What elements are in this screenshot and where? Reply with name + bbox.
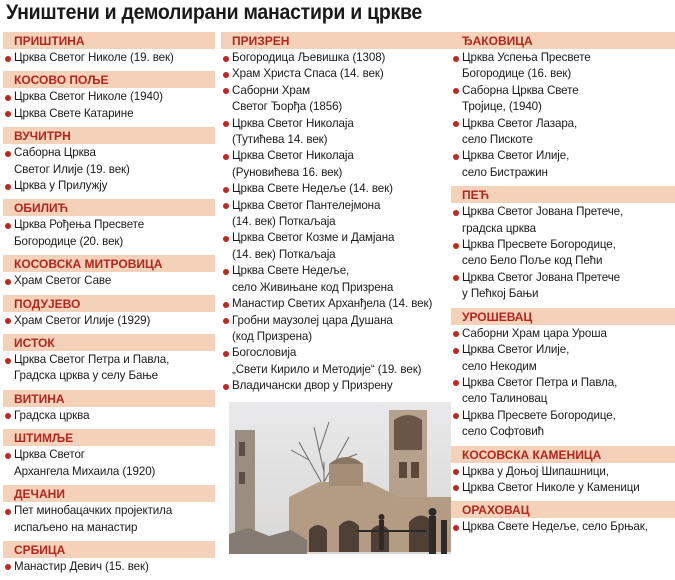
list-item: Богословија xyxy=(221,345,455,361)
section-heading: ПРИЗРЕН xyxy=(221,32,455,49)
site-list xyxy=(3,217,215,250)
site-list xyxy=(3,145,215,194)
list-item: Саборни Храм xyxy=(221,83,455,99)
site-list xyxy=(3,313,215,329)
list-item: Црква Светог Петра и Павла, xyxy=(451,375,675,391)
section-heading: ОРАХОВАЦ xyxy=(451,501,675,518)
list-item: Богородица Љевишка (1308) xyxy=(221,50,455,66)
section-heading: ВУЧИТРН xyxy=(3,127,215,144)
list-item: Градска црква xyxy=(3,408,215,424)
section-heading: ДЕЧАНИ xyxy=(3,485,215,502)
list-item: Гробни маузолеј цара Душана xyxy=(221,313,455,329)
list-item: Црква Свете Недеље, xyxy=(221,263,455,279)
list-item: Црква Пресвете Богородице, xyxy=(451,408,675,424)
list-item: Манастир Светих Арханђела (14. век) xyxy=(221,296,455,312)
column-3 xyxy=(451,32,675,541)
section-heading: ШТИМЉЕ xyxy=(3,429,215,446)
list-item: Црква Светог Илије, xyxy=(451,148,675,164)
list-item: Црква Свете Недеље (14. век) xyxy=(221,181,455,197)
list-item: Пет минобацачких пројектила xyxy=(3,503,215,519)
list-item-continuation: Тројице, (1940) xyxy=(462,100,542,114)
damaged-church-photo xyxy=(229,402,451,554)
site-list xyxy=(3,503,215,536)
column-2 xyxy=(221,32,455,400)
list-item-continuation: Богородице (16. век) xyxy=(462,67,572,81)
list-item: Црква Светог Николаја xyxy=(221,116,455,132)
column-1 xyxy=(3,32,215,580)
list-item: Црква Светог xyxy=(3,447,215,463)
section-heading: УРОШЕВАЦ xyxy=(451,308,675,325)
list-item-continuation: село Бистражин xyxy=(462,165,548,179)
list-item: Црква Светог Јована Претече xyxy=(451,270,675,286)
list-item: Црква Светог Николе (19. век) xyxy=(3,50,215,66)
section-heading: ЂАКОВИЦА xyxy=(451,32,675,49)
list-item-continuation: (14. век) Поткаљаја xyxy=(232,215,336,229)
list-item: Црква Свете Катарине xyxy=(3,106,215,122)
list-item-continuation: Градска црква у селу Бање xyxy=(14,369,159,383)
list-item-continuation: Светог Ђорђа (1856) xyxy=(232,100,343,114)
site-list xyxy=(451,204,675,302)
list-item-continuation: (14. век) Поткаљаја xyxy=(232,247,336,261)
list-item: Саборни Храм цара Уроша xyxy=(451,326,675,342)
site-list xyxy=(3,89,215,122)
list-item-continuation: „Свети Кирило и Методије“ (19. век) xyxy=(232,362,422,376)
list-item-continuation: село Пискоте xyxy=(462,133,533,147)
list-item: Храм Светог Илије (1929) xyxy=(3,313,215,329)
section-heading: СРБИЦА xyxy=(3,541,215,558)
list-item-continuation: Архангела Михаила (1920) xyxy=(14,464,156,478)
site-list xyxy=(451,464,675,497)
list-item: Црква Светог Илије, xyxy=(451,342,675,358)
site-list xyxy=(3,447,215,480)
list-item: Црква Успења Пресвете xyxy=(451,50,675,66)
list-item: Црква Пресвете Богородице, xyxy=(451,237,675,253)
list-item: Саборна Црква xyxy=(3,145,215,161)
list-item-continuation: у Пећкој Бањи xyxy=(462,287,539,301)
page-title: Уништени и демолирани манастири и цркве xyxy=(6,1,423,24)
list-item-continuation: (Руновићева 16. век) xyxy=(232,165,343,179)
section-heading: КОСОВСКА МИТРОВИЦА xyxy=(3,255,215,272)
site-list xyxy=(451,519,675,535)
list-item: Црква Светог Пантелејмона xyxy=(221,198,455,214)
section-heading: ОБИЛИЋ xyxy=(3,199,215,216)
site-list xyxy=(3,50,215,66)
list-item-continuation: испаљено на манастир xyxy=(14,520,138,534)
list-item: Црква у Прилужју xyxy=(3,178,215,194)
list-item-continuation: Богородице (20. век) xyxy=(14,234,124,248)
list-item: Црква Светог Козме и Дамјана xyxy=(221,230,455,246)
list-item: Црква у Доњој Шипашници, xyxy=(451,464,675,480)
list-item: Црква Светог Николе у Каменици xyxy=(451,480,675,496)
list-item-continuation: село Некодим xyxy=(462,359,537,373)
section-heading: ПЕЋ xyxy=(451,186,675,203)
list-item-continuation: село Софтовић xyxy=(462,425,544,439)
list-item: Црква Светог Лазара, xyxy=(451,116,675,132)
list-item: Храм Светог Саве xyxy=(3,273,215,289)
list-item: Црква Свете Недеље, село Брњак, xyxy=(451,519,675,535)
list-item-continuation: градска црква xyxy=(462,221,537,235)
section-heading: ПОДУЈЕВО xyxy=(3,295,215,312)
list-item-continuation: (Тутићева 14. век) xyxy=(232,133,328,147)
site-list xyxy=(3,408,215,424)
list-item-continuation: село Талиновац xyxy=(462,392,548,406)
site-list xyxy=(3,273,215,289)
section-heading: ПРИШТИНА xyxy=(3,32,215,49)
section-heading: КОСОВСКА КАМЕНИЦА xyxy=(451,446,675,463)
section-heading: КОСОВО ПОЉЕ xyxy=(3,71,215,88)
section-heading: ИСТОК xyxy=(3,334,215,351)
section-heading: ВИТИНА xyxy=(3,390,215,407)
list-item: Црква Светог Николаја xyxy=(221,148,455,164)
site-list xyxy=(3,352,215,385)
list-item-continuation: село Бело Поље код Пећи xyxy=(462,254,603,268)
list-item-continuation: Светог Илије (19. век) xyxy=(14,162,130,176)
list-item: Саборна Црква Свете xyxy=(451,83,675,99)
list-item: Храм Христа Спаса (14. век) xyxy=(221,66,455,82)
list-item: Манастир Девич (15. век) xyxy=(3,559,215,575)
list-item-continuation: (код Призрена) xyxy=(232,329,313,343)
site-list xyxy=(221,50,455,395)
site-list xyxy=(3,559,215,575)
list-item: Црква Светог Николе (1940) xyxy=(3,89,215,105)
list-item-continuation: село Живињане код Призрена xyxy=(232,280,394,294)
site-list xyxy=(451,50,675,181)
list-item: Црква Рођења Пресвете xyxy=(3,217,215,233)
list-item: Владичански двор у Призрену xyxy=(221,378,455,394)
site-list xyxy=(451,326,675,441)
list-item: Црква Светог Јована Претече, xyxy=(451,204,675,220)
list-item: Црква Светог Петра и Павла, xyxy=(3,352,215,368)
